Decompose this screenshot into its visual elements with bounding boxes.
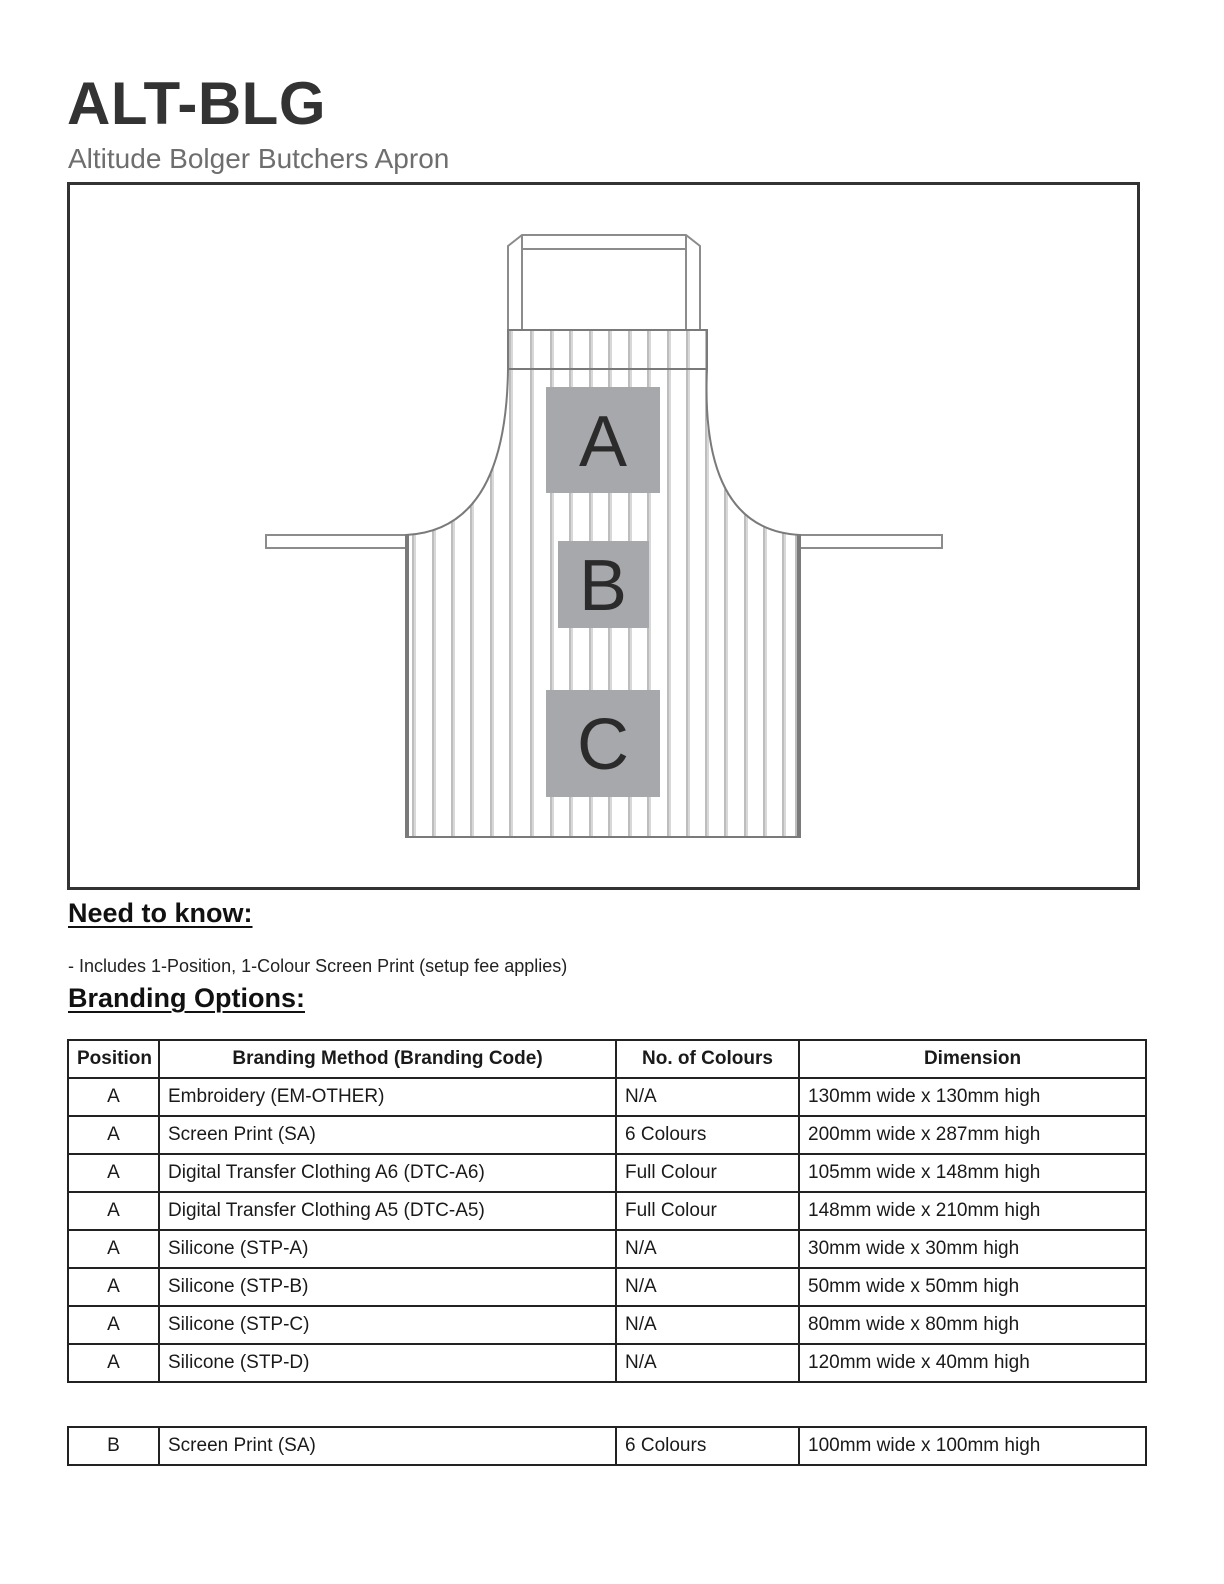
table-row xyxy=(68,1230,1146,1268)
cell-dimension: 120mm wide x 40mm high xyxy=(799,1344,1146,1382)
table-row xyxy=(68,1427,1146,1465)
table-row xyxy=(68,1306,1146,1344)
cell-dimension: 100mm wide x 100mm high xyxy=(799,1427,1146,1465)
cell-position: A xyxy=(68,1154,159,1192)
product-code-title: ALT-BLG xyxy=(67,70,326,137)
cell-colours: Full Colour xyxy=(616,1192,799,1230)
need-to-know-item: - Includes 1-Position, 1-Colour Screen Print (setup fee applies) xyxy=(68,956,568,976)
cell-method: Silicone (STP-B) xyxy=(159,1268,616,1306)
svg-text:C: C xyxy=(577,705,629,785)
cell-dimension: 50mm wide x 50mm high xyxy=(799,1268,1146,1306)
cell-method: Digital Transfer Clothing A5 (DTC-A5) xyxy=(159,1192,616,1230)
cell-colours: N/A xyxy=(616,1230,799,1268)
branding-options-table-position-b xyxy=(67,1426,1147,1466)
cell-method: Screen Print (SA) xyxy=(159,1427,616,1465)
zone-b xyxy=(558,541,649,628)
col-header-dimension: Dimension xyxy=(799,1040,1146,1078)
apron-diagram-frame xyxy=(67,182,1140,890)
table-row xyxy=(68,1078,1146,1116)
cell-method: Embroidery (EM-OTHER) xyxy=(159,1078,616,1116)
svg-text:B: B xyxy=(578,546,628,626)
cell-method: Silicone (STP-D) xyxy=(159,1344,616,1382)
col-header-method: Branding Method (Branding Code) xyxy=(159,1040,616,1078)
cell-position: A xyxy=(68,1344,159,1382)
need-to-know-heading: Need to know: xyxy=(68,898,253,928)
cell-dimension: 148mm wide x 210mm high xyxy=(799,1192,1146,1230)
cell-position: A xyxy=(68,1116,159,1154)
table-row xyxy=(68,1192,1146,1230)
branding-options-heading: Branding Options: xyxy=(68,983,305,1013)
cell-position: B xyxy=(68,1427,159,1465)
cell-colours: N/A xyxy=(616,1268,799,1306)
cell-colours: N/A xyxy=(616,1344,799,1382)
branding-options-table xyxy=(67,1039,1147,1383)
table-row xyxy=(68,1116,1146,1154)
cell-position: A xyxy=(68,1230,159,1268)
svg-text:A: A xyxy=(578,402,628,482)
zone-a xyxy=(546,387,660,493)
table-row xyxy=(68,1154,1146,1192)
cell-position: A xyxy=(68,1268,159,1306)
cell-method: Screen Print (SA) xyxy=(159,1116,616,1154)
cell-method: Digital Transfer Clothing A6 (DTC-A6) xyxy=(159,1154,616,1192)
product-name: Altitude Bolger Butchers Apron xyxy=(68,143,450,174)
cell-dimension: 80mm wide x 80mm high xyxy=(799,1306,1146,1344)
cell-position: A xyxy=(68,1078,159,1116)
cell-colours: Full Colour xyxy=(616,1154,799,1192)
table-row xyxy=(68,1344,1146,1382)
cell-colours: 6 Colours xyxy=(616,1116,799,1154)
col-header-colours: No. of Colours xyxy=(616,1040,799,1078)
cell-method: Silicone (STP-C) xyxy=(159,1306,616,1344)
table-row xyxy=(68,1268,1146,1306)
cell-colours: N/A xyxy=(616,1078,799,1116)
cell-dimension: 200mm wide x 287mm high xyxy=(799,1116,1146,1154)
table-header-row xyxy=(68,1040,1146,1078)
zone-c xyxy=(546,690,660,797)
cell-position: A xyxy=(68,1306,159,1344)
col-header-position: Position xyxy=(68,1040,159,1078)
cell-colours: 6 Colours xyxy=(616,1427,799,1465)
cell-dimension: 130mm wide x 130mm high xyxy=(799,1078,1146,1116)
cell-position: A xyxy=(68,1192,159,1230)
cell-dimension: 105mm wide x 148mm high xyxy=(799,1154,1146,1192)
cell-colours: N/A xyxy=(616,1306,799,1344)
cell-method: Silicone (STP-A) xyxy=(159,1230,616,1268)
cell-dimension: 30mm wide x 30mm high xyxy=(799,1230,1146,1268)
